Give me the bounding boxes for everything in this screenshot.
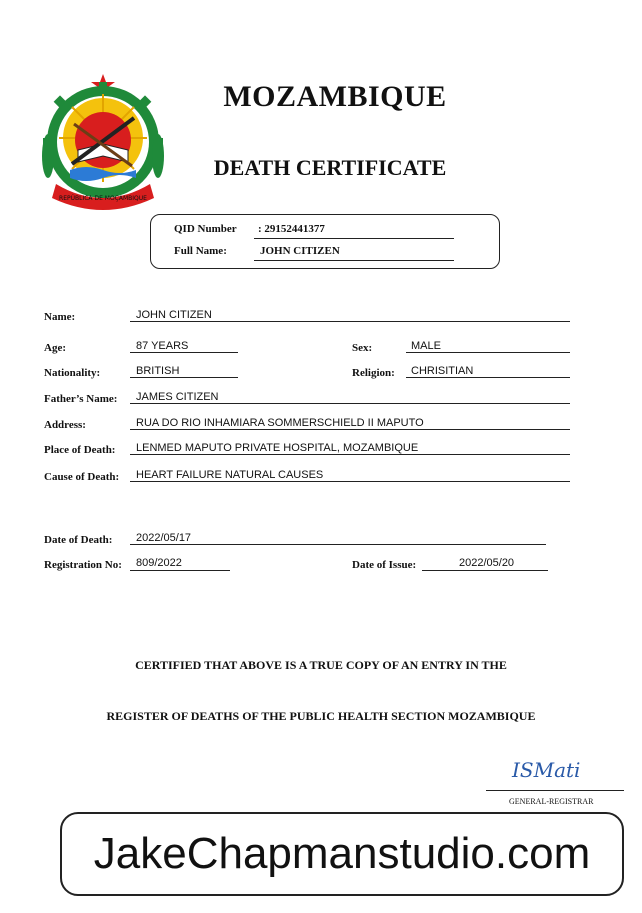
place-of-death-value: LENMED MAPUTO PRIVATE HOSPITAL, MOZAMBIQUE bbox=[136, 442, 419, 454]
father-underline bbox=[130, 403, 570, 404]
sex-label: Sex: bbox=[352, 342, 373, 354]
place-of-death-underline bbox=[130, 454, 570, 455]
cause-of-death-value: HEART FAILURE NATURAL CAUSES bbox=[136, 469, 324, 481]
sex-value: MALE bbox=[411, 340, 441, 352]
country-title: MOZAMBIQUE bbox=[223, 80, 447, 113]
date-of-death-value: 2022/05/17 bbox=[136, 532, 192, 544]
name-value: JOHN CITIZEN bbox=[136, 309, 212, 321]
name-label: Name: bbox=[44, 311, 76, 323]
fullname-label: Full Name: bbox=[174, 245, 227, 257]
national-emblem bbox=[34, 72, 172, 214]
registrar-title: GENERAL-REGISTRAR bbox=[509, 797, 594, 806]
age-value: 87 YEARS bbox=[136, 340, 189, 352]
sex-underline bbox=[406, 352, 570, 353]
svg-text:REPÚBLICA DE MOÇAMBIQUE: REPÚBLICA DE MOÇAMBIQUE bbox=[59, 195, 147, 202]
registration-label: Registration No: bbox=[44, 559, 122, 571]
address-value: RUA DO RIO INHAMIARA SOMMERSCHIELD II MAPUTO bbox=[136, 417, 424, 429]
date-of-issue-value: 2022/05/20 bbox=[459, 557, 515, 569]
father-value: JAMES CITIZEN bbox=[136, 391, 219, 403]
signature-underline bbox=[486, 790, 624, 791]
watermark-banner: JakeChapmanstudio.com bbox=[60, 812, 624, 896]
registration-underline bbox=[130, 570, 230, 571]
qid-label: QID Number bbox=[174, 223, 237, 235]
date-of-death-label: Date of Death: bbox=[44, 534, 113, 546]
address-underline bbox=[130, 429, 570, 430]
fullname-value: JOHN CITIZEN bbox=[260, 245, 340, 257]
religion-underline bbox=[406, 377, 570, 378]
address-label: Address: bbox=[44, 419, 86, 431]
certification-line-2: REGISTER OF DEATHS OF THE PUBLIC HEALTH SECTION MOZAMBIQUE bbox=[106, 709, 536, 723]
date-of-death-underline bbox=[130, 544, 546, 545]
place-of-death-label: Place of Death: bbox=[44, 444, 116, 456]
document-title: DEATH CERTIFICATE bbox=[213, 155, 447, 180]
religion-value: CHRISITIAN bbox=[411, 365, 474, 377]
name-underline bbox=[130, 321, 570, 322]
fullname-underline bbox=[254, 260, 454, 261]
qid-underline bbox=[254, 238, 454, 239]
age-underline bbox=[130, 352, 238, 353]
registration-value: 809/2022 bbox=[136, 557, 182, 569]
cause-of-death-label: Cause of Death: bbox=[44, 471, 120, 483]
qid-value: : 29152441377 bbox=[258, 223, 325, 235]
father-label: Father’s Name: bbox=[44, 393, 118, 405]
nationality-underline bbox=[130, 377, 238, 378]
age-label: Age: bbox=[44, 342, 66, 354]
certification-line-1: CERTIFIED THAT ABOVE IS A TRUE COPY OF AN ENTRY IN THE bbox=[135, 658, 507, 672]
registrar-signature: ISMati bbox=[512, 758, 581, 782]
date-of-issue-label: Date of Issue: bbox=[352, 559, 417, 571]
cause-of-death-underline bbox=[130, 481, 570, 482]
nationality-value: BRITISH bbox=[136, 365, 180, 377]
date-of-issue-underline bbox=[422, 570, 548, 571]
nationality-label: Nationality: bbox=[44, 367, 101, 379]
religion-label: Religion: bbox=[352, 367, 395, 379]
